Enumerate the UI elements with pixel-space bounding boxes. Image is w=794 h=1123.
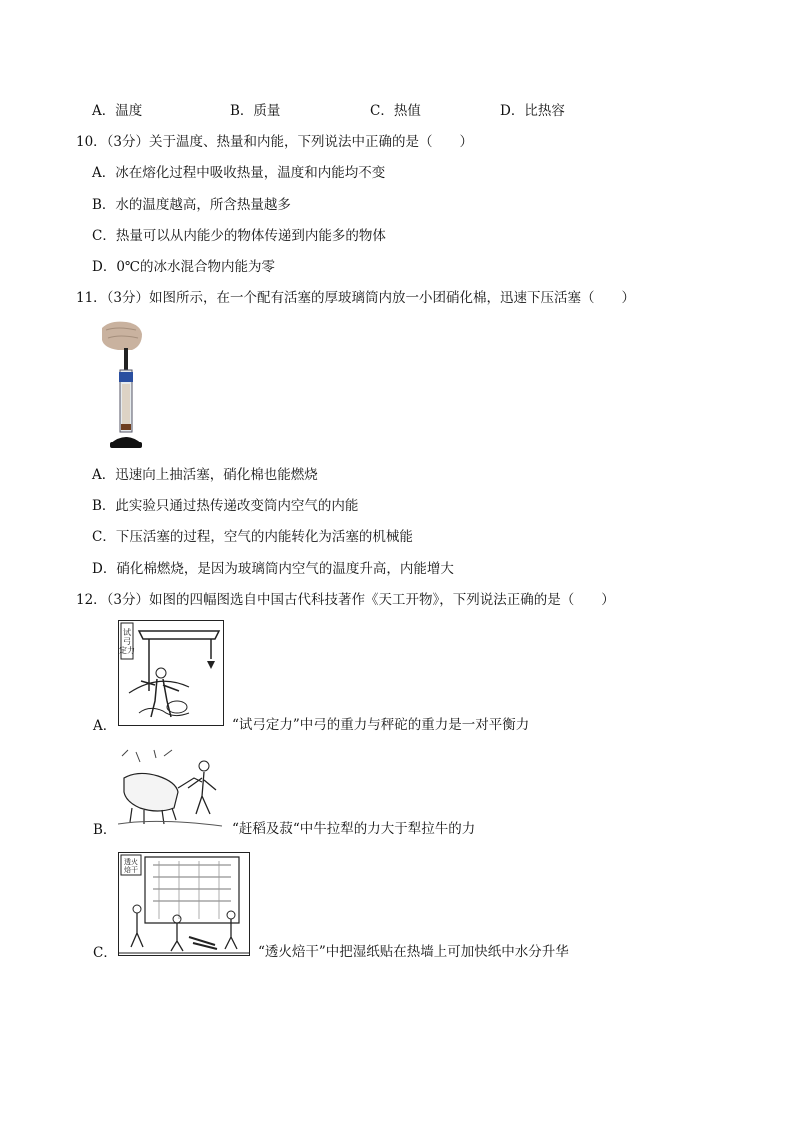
q10-option-a: A．冰在熔化过程中吸收热量，温度和内能均不变	[92, 165, 386, 181]
q12-option-b-letter: B．	[93, 822, 117, 838]
q10-option-d: D．0℃的冰水混合物内能为零	[92, 259, 276, 275]
q11-option-a: A．迅速向上抽活塞，硝化棉也能燃烧	[92, 467, 318, 483]
q12-option-b-text: “赶稻及菽“中牛拉犁的力大于犁拉牛的力	[232, 821, 476, 837]
q11-option-c: C．下压活塞的过程，空气的内能转化为活塞的机械能	[92, 529, 413, 545]
q12-option-c-letter: C．	[93, 945, 117, 961]
q11-stem: 11．（3分）如图所示，在一个配有活塞的厚玻璃筒内放一小团硝化棉，迅速下压活塞（ ）	[76, 290, 636, 306]
q9-option-a: A．温度	[92, 103, 143, 119]
q10-option-c: C．热量可以从内能少的物体传递到内能多的物体	[92, 228, 386, 244]
fig-a-label-char-3: 定力	[119, 646, 135, 655]
bow-testing-woodcut-figure	[118, 620, 224, 726]
q10-option-b: B．水的温度越高，所含热量越多	[92, 197, 291, 213]
fig-a-label-char-1: 试	[123, 628, 131, 637]
q12-option-a-text: “试弓定力”中弓的重力与秤砣的重力是一对平衡力	[232, 717, 530, 733]
q11-option-b: B．此实验只通过热传递改变筒内空气的内能	[92, 498, 359, 514]
q9-option-c: C．热值	[370, 103, 421, 119]
fig-c-label-line-1: 透火	[124, 858, 138, 866]
ox-plough-woodcut-figure	[118, 748, 224, 830]
q12-option-c-text: “透火焙干”中把湿纸贴在热墙上可加快纸中水分升华	[258, 944, 569, 960]
fig-c-label-line-2: 焙干	[124, 866, 138, 874]
q10-stem: 10．（3分）关于温度、热量和内能，下列说法中正确的是（ ）	[76, 134, 474, 150]
q9-option-b: B．质量	[230, 103, 281, 119]
piston-apparatus-figure	[96, 320, 148, 452]
paper-drying-woodcut-figure	[118, 852, 250, 956]
q11-option-d: D．硝化棉燃烧，是因为玻璃筒内空气的温度升高，内能增大	[92, 561, 454, 577]
q12-stem: 12．（3分）如图的四幅图选自中国古代科技著作《天工开物》，下列说法正确的是（ ）	[76, 592, 615, 608]
fig-a-label-char-2: 弓	[123, 637, 131, 646]
q12-option-a-letter: A．	[93, 718, 117, 734]
q9-option-d: D．比热容	[500, 103, 565, 119]
